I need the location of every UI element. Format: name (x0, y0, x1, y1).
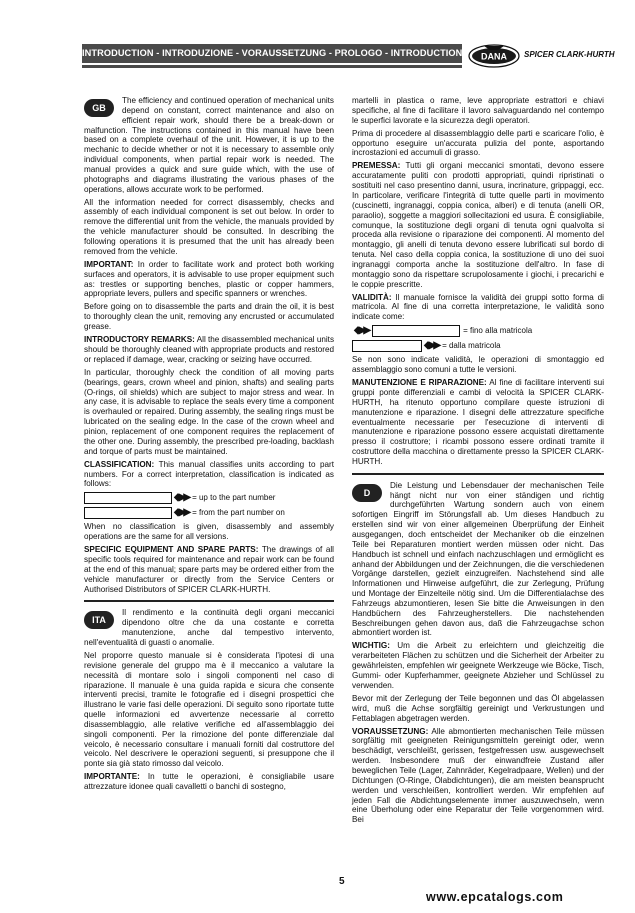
validita-paragraph: VALIDITÀ: Il manuale fornisce la validità dei gruppi sotto forma di matricola. Al fine di una corretta interpretazione, le validità sono indicate come: (352, 292, 604, 322)
d-paragraph-1: D Die Leistung und Lebensdauer der mechanischen Teile hängt nicht nur von einer ständigen und richtig durchgeführten Wartung sondern auch von einem sofortigen Eingriff im Störungsfall ab. Um dieses Handbuch zu erstellen sind wir von einer allgemeinen Überprüfung der Einheit ausgegangen, doch entscheidet der Mechaniker ob die einzelnen Teile bei Reparaturen montiert werden müssen oder nicht. Das Handbuch ist schnell und einfach nachzuschlagen und ermöglicht es anhand der Abbildungen und der Zeichnungen, die die verschiedenen Vorgänge darstellen, gezielt einzugreifen. Nachstehend sind alle Informationen und Hinweise aufgeführt, die zur Zerlegung, Prüfung und Montage der Einzelteile nötig sind. Um die Differentialachse des Fahrzeugs abzumontieren, lesen Sie bitte die Anweisungen in den Handbüchern des Fahrzeugherstellers. Die nachstehenden Beschreibungen gehen davon aus, daß die Fahrzeugachse schon abmontiert worden ist. (352, 480, 604, 638)
lang-badge-ita: ITA (84, 611, 114, 629)
validita-fino-row: ◆▶▶ = fino alla matricola (354, 325, 533, 337)
validita-paragraph-2: Se non sono indicate validità, le operazioni di smontaggio ed assemblaggio sono comuni a tutte le versioni. (352, 355, 604, 375)
validita-box-fino (372, 325, 460, 337)
ita-continued-2: Prima di procedere al disassemblaggio delle parti e scaricare l'olio, è opportuno eseguire un'accurata pulizia del ponte, asportando incrostazioni ed accumuli di grasso. (352, 128, 604, 158)
classification-paragraph-2: When no classification is given, disassembly and assembly operations are the same for all versions. (84, 522, 334, 542)
ita-paragraph-2: Nel proporre questo manuale si è considerata l'ipotesi di una revisione generale del gruppo ma è il meccanico a valutare la necessità di montare solo i singoli componenti nel caso di riparazione. Il manuale è una guida rapida e sicura che consente interventi precisi, tramite le fotografie ed i disegni prospettici che illustrano le varie fasi delle operazioni. Di seguito sono riportate tutte quelle informazioni ed avvertenze necessarie al corretto disassemblaggio, alle relative verifiche ed all'assemblaggio dei singoli componenti. Per la rimozione del ponte differenziale dal veicolo, è necessario consultare i manuali forniti dal costruttore del veicolo. Nel descrivere le operazioni seguenti, si presuppone che il ponte sia già stato rimosso dal veicolo. (84, 651, 334, 769)
lang-badge-d: D (352, 484, 382, 502)
brand-name: SPICER CLARK-HURTH (524, 50, 615, 59)
premessa-paragraph: PREMESSA: Tutti gli organi meccanici smontati, devono essere accuratamente puliti con prodotti appropriati, quindi ripristinati o sostituiti nel caso presentino danni, usura, incrinature, grippaggi, ecc. In particolare, verificare l'integrità di tutte quelle parti in movimento (cuscinetti, ingranaggi, coppia conica, alberi) e di tenuta (anelli OR, paraolio), soggette a maggiori sollecitazioni ed usura. È consigliabile, comunque, la sostituzione degli organi di tenuta ogni qualvolta si proceda alla revisione o riparazione dei componenti. Al momento del montaggio, gli anelli di tenuta devono essere lubrificati sul bordo di tenuta. Nel caso della coppia conica, la sostituzione di uno dei suoi ingranaggi comporta anche la sostituzione dell'altro. In fase di montaggio sono da rispettare scrupolosamente i giochi, i precarichi e le coppie prescritte. (352, 161, 604, 289)
section-divider (352, 473, 604, 475)
wichtig-paragraph-2: Bevor mit der Zerlegung der Teile begonnen und das Öl abgelassen wird, muß die Achse sorgfältig gereinigt und Verkrustungen und Fettablagen abgetragen werden. (352, 693, 604, 723)
validita-box-dalla (352, 340, 422, 352)
gb-paragraph-1: GB The efficiency and continued operation of mechanical units depend on constant, correct maintenance and also on efficient repair work, should there be a break-down or malfunction. The instructions contained in this manual have been based on a complete overhaul of the unit. However, it is up to the mechanic to decide whether or not it is necessary to assemble only individual components, when partial repair work is needed. The manual provides a quick and sure guide which, with the use of photographs and diagrams illustrating the various phases of the operations, allows accurate work to be performed. (84, 96, 334, 194)
logo-text: DANA (481, 51, 507, 62)
arrow-icon: ◆▶▶ (174, 492, 189, 504)
gb-paragraph-2: All the information needed for correct disassembly, checks and assembly of each individual component is set out below. In order to remove the differential unit from the vehicle, the manuals provided by the vehicle manufacturer should be consulted. In describing the following operations it is presumed that the unit has already been removed from the vehicle. (84, 197, 334, 256)
lang-badge-gb: GB (84, 99, 114, 117)
intro-paragraph-2: In particular, thoroughly check the condition of all moving parts (bearings, gears, crown wheel and pinion, shafts) and sealing parts (O-rings, oil shields) which are subject to major stress and wear. In any case, it is advisable to replace the seals every time a component is overhauled or repaired. During assembly, the sealing rings must be lubricated on the sealing edge. In the case of the crown wheel and pinion, replacement of one component requires the replacement of the other one. During assembly, the prescribed pre-loading, backlash and torque of parts must be maintained. (84, 367, 334, 456)
important-paragraph: IMPORTANT: In order to facilitate work and protect both working surfaces and operators, it is advisable to use proper equipment such as: trestles or supporting benches, plastic or copper hammers, appropriate levers, pullers and specific spanners or wrenches. (84, 259, 334, 299)
classification-paragraph: CLASSIFICATION: This manual classifies units according to part numbers. For a correct interpretation, classification is indicated as follows: (84, 459, 334, 489)
right-column (352, 96, 604, 828)
arrow-icon: ◆▶▶ (424, 340, 439, 352)
ita-continued: martelli in plastica o rame, leve appropriate estrattori e chiavi specifiche, al fine di facilitare il lavoro salvaguardando nel contempo le superfici lavorate e la sicurezza degli operatori. (352, 96, 604, 125)
dana-logo (468, 40, 520, 72)
important-paragraph-2: Before going on to disassemble the parts and drain the oil, it is best to thoroughly clean the unit, removing any encrusted or accumulated grease. (84, 302, 334, 332)
class-box-upto (84, 492, 172, 504)
footer-url[interactable]: www.epcatalogs.com (426, 890, 564, 904)
page-number: 5 (339, 876, 345, 887)
section-divider (84, 600, 334, 602)
ita-paragraph-1: ITA Il rendimento e la continuità degli organi meccanici dipendono oltre che da una costante e corretta manutenzione, anche dal tempestivo intervento, nell'eventualità di guasti o anomalie. (84, 608, 334, 647)
header-rule (82, 65, 462, 68)
validita-dalla-row: ◆▶▶ = dalla matricola (352, 340, 604, 352)
class-from-row: ◆▶▶ = from the part number on (84, 507, 334, 519)
importante-paragraph: IMPORTANTE: In tutte le operazioni, è consigliabile usare attrezzature idonee quali cavalletti o banchi di sostegno, (84, 772, 334, 792)
left-column (84, 96, 334, 795)
class-upto-row: ◆▶▶ = up to the part number (84, 492, 334, 504)
wichtig-paragraph: WICHTIG: Um die Arbeit zu erleichtern und gleichzeitig die verarbeiteten Flächen zu schützen und die Sicherheit der Arbeiter zu gewährleisten, empfehlen wir geeignete Werkzeuge wie Böcke, Tisch, Gummi- oder Kupferhammer, geeignete Abzieher und Schlüssel zu verwenden. (352, 641, 604, 690)
intro-paragraph: INTRODUCTORY REMARKS: All the disassembled mechanical units should be thoroughly cleaned with appropriate products and restored or replaced if damage, wear, cracking or seizing have occurred. (84, 335, 335, 364)
spec-paragraph: SPECIFIC EQUIPMENT AND SPARE PARTS: The drawings of all specific tools required for maintenance and repair work can be found at the end of this manual; spare parts may be ordered either from the vehicle manufacturer or directly from the Service Centers or Authorised Distributors of SPICER CLARK-HURTH. (84, 545, 334, 594)
voraussetzung-paragraph: VORAUSSETZUNG: Alle abmontierten mechanischen Teile müssen sorgfältig mit geeigneten Reinigungsmitteln gereinigt oder, wenn beschädigt, verschleißt, gerissen, festgefressen usw. ausgewechselt werden. Insbesondere muß der einwandfreie Zustand aller beweglichen Teile (Lager, Zahnräder, Kegelradpaare, Wellen) und der Dichtungen (O-Ringe, Ölabdichtungen), die am meisten beansprucht werden und verschleißen, kontrolliert werden. Wir empfehlen auf jeden Fall die Abdichtungselemente immer auszuwechseln, wenn eine Überholung oder eine Reparatur der Teile vorgenommen wird. Bei (352, 726, 604, 825)
arrow-icon: ◆▶▶ (354, 325, 369, 337)
header-title: INTRODUCTION - INTRODUZIONE - VORAUSSETZUNG - PROLOGO - INTRODUCTION (82, 44, 462, 63)
manutenzione-paragraph: MANUTENZIONE E RIPARAZIONE: Al fine di facilitare interventi sui gruppi ponte differenziali e cambi di velocità la SPICER CLARK-HURTH, ha ritenuto opportuno compilare queste istruzioni di manutenzione e riparazione. I disegni delle attrezzature specifiche eventualmente necessarie per l'esecuzione di interventi di manutenzione e riparazione possono essere acquistati direttamente presso il costruttore; i ricambi possono essere ordinati tramite il costruttore della macchina o direttamente presso la SPICER CLARK-HURTH. (352, 378, 604, 466)
arrow-icon: ◆▶▶ (174, 507, 189, 519)
class-box-from (84, 507, 172, 519)
